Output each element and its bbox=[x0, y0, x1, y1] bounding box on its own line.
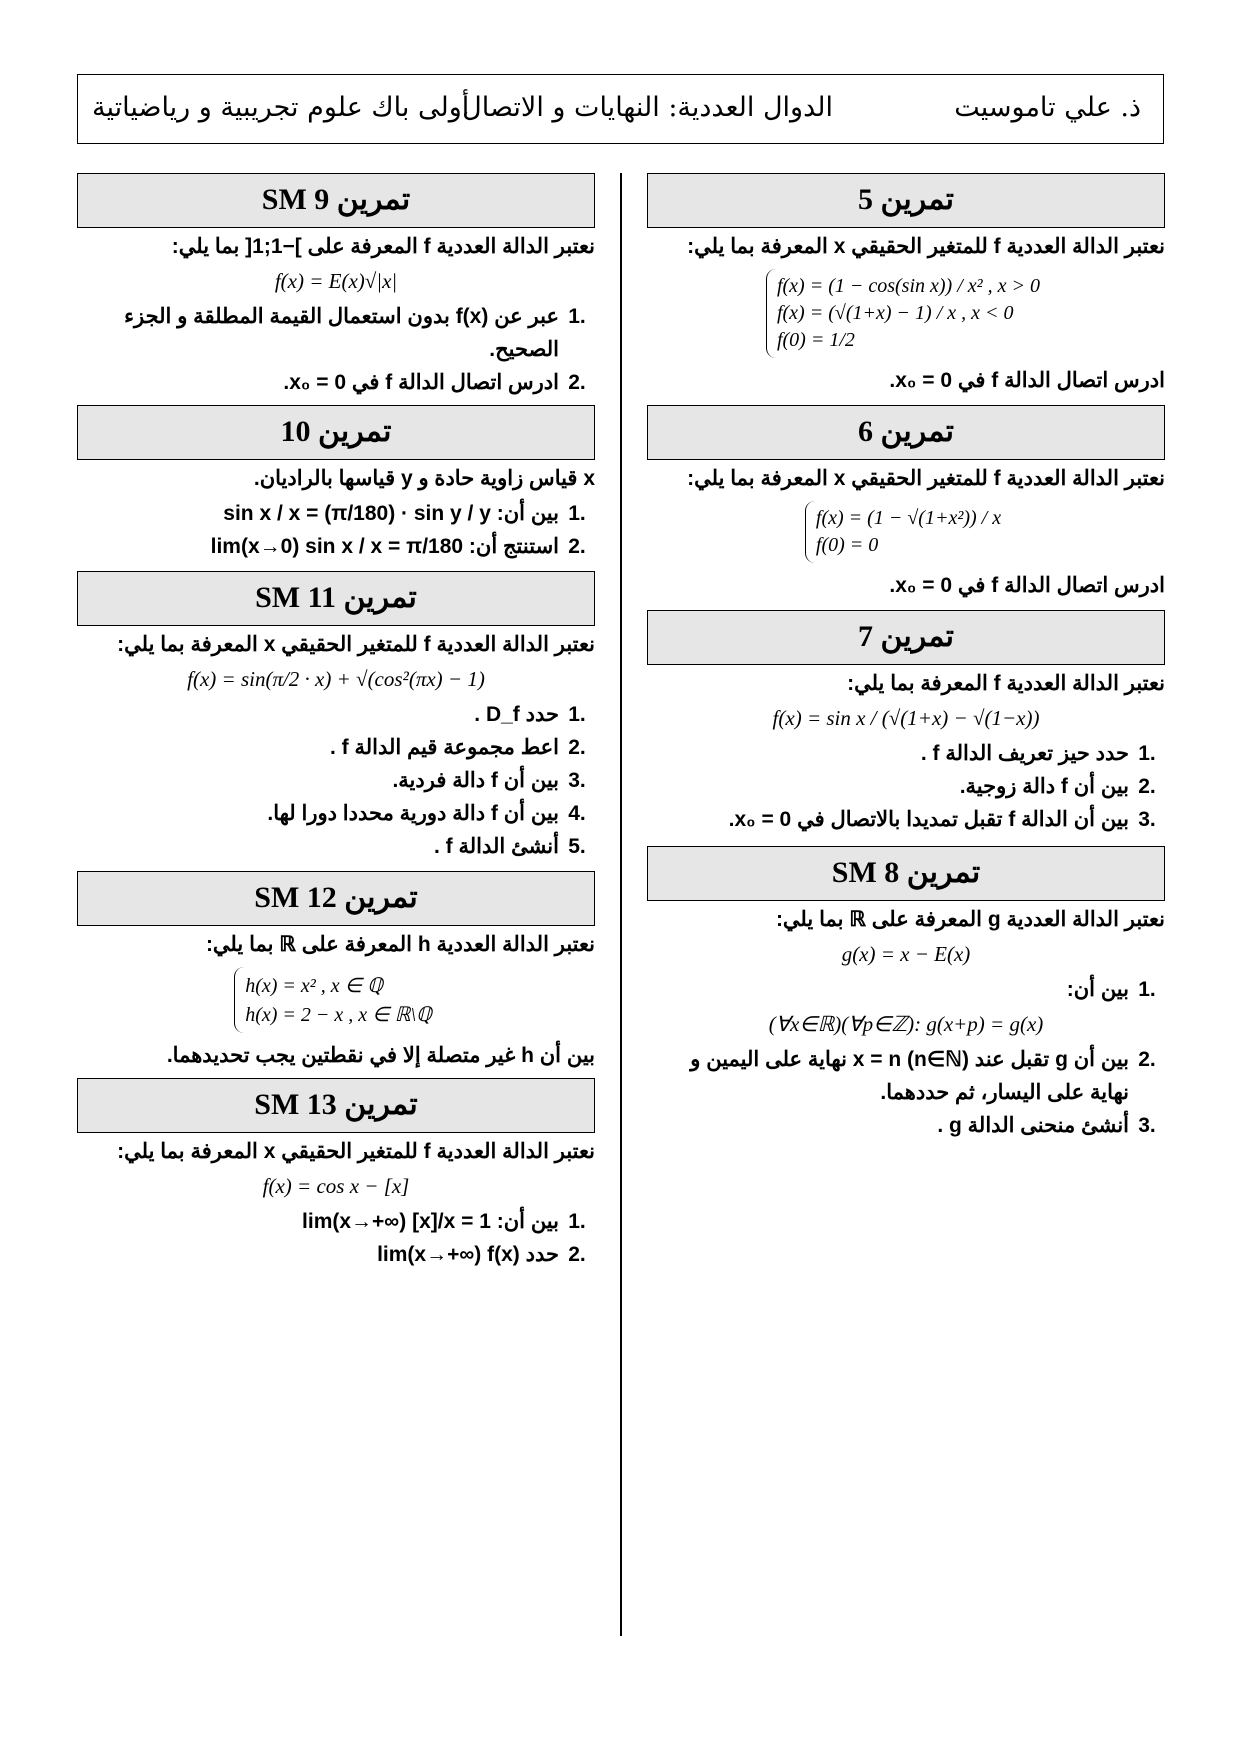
exercise-11-q2: اعط مجموعة قيم الدالة f . bbox=[330, 736, 559, 759]
exercise-9-q2: ادرس اتصال الدالة f في x₀ = 0. bbox=[283, 371, 559, 394]
exercise-11-q4: بين أن f دالة دورية محددا دورا لها. bbox=[267, 802, 559, 825]
exercise-9-formula: f(x) = E(x)√|x| bbox=[274, 269, 398, 293]
exercise-11-item-1: 1. حدد D_f . bbox=[77, 698, 595, 731]
exercise-11-item-2: 2. اعط مجموعة قيم الدالة f . bbox=[77, 731, 595, 764]
exercise-11-q1: حدد D_f . bbox=[474, 703, 559, 726]
lesson-title: الدوال العددية: النهايات و الاتصال bbox=[462, 92, 833, 123]
level-label: أولى باك علوم تجريبية و رياضياتية bbox=[92, 92, 470, 123]
exercise-8-q2: بين أن g تقبل عند x = n (n∈ℕ) نهاية على اليمين و نهاية على اليسار، ثم حددهما. bbox=[690, 1048, 1129, 1104]
exercise-9-intro: نعتبر الدالة العددية f المعرفة على ]−1;1[ بما يلي: bbox=[171, 235, 595, 258]
exercise-9-q1: عبر عن f(x) بدون استعمال القيمة المطلقة و الجزء الصحيح. bbox=[124, 305, 559, 361]
exercise-11-intro: نعتبر الدالة العددية f للمتغير الحقيقي x المعرفة بما يلي: bbox=[117, 633, 595, 656]
exercise-12-case-2: h(x) = 2 − x , x ∈ ℝ\ℚ bbox=[245, 1004, 432, 1026]
exercise-10-title: تمرين 10 bbox=[77, 405, 595, 460]
exercise-10-item-1: 1. بين أن: sin x / x = (π/180) · sin y / y bbox=[77, 497, 595, 530]
exercise-12-system bbox=[77, 967, 595, 1033]
exercise-12-question: بين أن h غير متصلة إلا في نقطتين يجب تحديدهما. bbox=[166, 1044, 595, 1067]
exercise-9-item-1: 1. عبر عن f(x) بدون استعمال القيمة المطلقة و الجزء الصحيح. bbox=[77, 300, 595, 366]
exercise-7-q3: بين أن الدالة f تقبل تمديدا بالاتصال في x₀ = 0. bbox=[728, 808, 1129, 831]
exercise-7-q2: بين أن f دالة زوجية. bbox=[959, 775, 1129, 798]
exercise-6-case-2: f(0) = 0 bbox=[815, 534, 879, 556]
exercise-12-case-1: h(x) = x² , x ∈ ℚ bbox=[245, 975, 383, 997]
right-column bbox=[647, 173, 1165, 1142]
exercise-7-formula: f(x) = sin x / (√(1+x) − √(1−x)) bbox=[772, 706, 1040, 730]
exercise-6-intro: نعتبر الدالة العددية f للمتغير الحقيقي x المعرفة بما يلي: bbox=[687, 467, 1165, 490]
exercise-10-q2: استنتج أن: lim(x→0) sin x / x = π/180 bbox=[210, 535, 559, 558]
exercise-5-intro: نعتبر الدالة العددية f للمتغير الحقيقي x المعرفة بما يلي: bbox=[687, 235, 1165, 258]
exercise-6-title: تمرين 6 bbox=[647, 405, 1165, 460]
exercise-10-q1: بين أن: sin x / x = (π/180) · sin y / y bbox=[223, 502, 559, 525]
exercise-8-q1: بين أن: bbox=[1066, 978, 1129, 1001]
exercise-8-title: تمرين SM 8 bbox=[647, 846, 1165, 901]
column-divider bbox=[620, 173, 622, 1636]
exercise-13-formula: f(x) = cos x − [x] bbox=[262, 1174, 410, 1198]
exercise-13-title: تمرين SM 13 bbox=[77, 1078, 595, 1133]
exercise-11-title: تمرين SM 11 bbox=[77, 571, 595, 626]
exercise-8-item-3: 3. أنشئ منحنى الدالة g . bbox=[647, 1109, 1165, 1142]
exercise-11-formula: f(x) = sin(π/2 · x) + √(cos²(πx) − 1) bbox=[187, 667, 485, 691]
exercise-11-item-3: 3. بين أن f دالة فردية. bbox=[77, 764, 595, 797]
exercise-5-system bbox=[647, 269, 1165, 358]
exercise-6-case-1: f(x) = (1 − √(1+x²)) / x bbox=[815, 507, 1002, 529]
exercise-7-item-2: 2. بين أن f دالة زوجية. bbox=[647, 770, 1165, 803]
exercise-8-q3: أنشئ منحنى الدالة g . bbox=[937, 1114, 1129, 1137]
exercise-6-system bbox=[647, 501, 1165, 563]
exercise-13-item-1: 1. بين أن: lim(x→+∞) [x]/x = 1 bbox=[77, 1205, 595, 1238]
exercise-5-question: ادرس اتصال الدالة f في x₀ = 0. bbox=[889, 369, 1165, 392]
exercise-7-item-3: 3. بين أن الدالة f تقبل تمديدا بالاتصال في x₀ = 0. bbox=[647, 803, 1165, 836]
exercise-7-intro: نعتبر الدالة العددية f المعرفة بما يلي: bbox=[847, 672, 1165, 695]
exercise-13-q1: بين أن: lim(x→+∞) [x]/x = 1 bbox=[302, 1210, 559, 1233]
exercise-11-q5: أنشئ الدالة f . bbox=[433, 835, 559, 858]
page-header bbox=[77, 74, 1164, 144]
exercise-10-item-2: 2. استنتج أن: lim(x→0) sin x / x = π/180 bbox=[77, 530, 595, 563]
exercise-11-item-4: 4. بين أن f دالة دورية محددا دورا لها. bbox=[77, 797, 595, 830]
exercise-5-case-1: f(x) = (1 − cos(sin x)) / x² , x > 0 bbox=[776, 275, 1041, 297]
exercise-8-q1-formula: (∀x∈ℝ)(∀p∈ℤ): g(x+p) = g(x) bbox=[768, 1012, 1044, 1036]
exercise-11-q3: بين أن f دالة فردية. bbox=[392, 769, 559, 792]
exercise-11-item-5: 5. أنشئ الدالة f . bbox=[77, 830, 595, 863]
exercise-12-intro: نعتبر الدالة العددية h المعرفة على ℝ بما يلي: bbox=[205, 933, 595, 956]
teacher-name: ذ. علي تاموسيت bbox=[954, 92, 1141, 123]
exercise-10-intro: x قياس زاوية حادة و y قياسها بالراديان. bbox=[253, 467, 595, 490]
exercise-8-item-2: 2. بين أن g تقبل عند x = n (n∈ℕ) نهاية على اليمين و نهاية على اليسار، ثم حددهما. bbox=[647, 1043, 1165, 1109]
exercise-6-question: ادرس اتصال الدالة f في x₀ = 0. bbox=[889, 574, 1165, 597]
exercise-8-intro: نعتبر الدالة العددية g المعرفة على ℝ بما يلي: bbox=[775, 908, 1165, 931]
exercise-5-case-2: f(x) = (√(1+x) − 1) / x , x < 0 bbox=[776, 302, 1014, 324]
exercise-7-q1: حدد حيز تعريف الدالة f . bbox=[920, 742, 1129, 765]
exercise-8-item-1: 1. بين أن: bbox=[647, 973, 1165, 1006]
exercise-13-q2: حدد lim(x→+∞) f(x) bbox=[377, 1243, 559, 1266]
exercise-9-item-2: 2. ادرس اتصال الدالة f في x₀ = 0. bbox=[77, 366, 595, 399]
left-column bbox=[77, 173, 595, 1271]
exercise-5-case-3: f(0) = 1/2 bbox=[776, 329, 855, 351]
exercise-7-item-1: 1. حدد حيز تعريف الدالة f . bbox=[647, 737, 1165, 770]
exercise-7-title: تمرين 7 bbox=[647, 610, 1165, 665]
exercise-12-title: تمرين SM 12 bbox=[77, 871, 595, 926]
exercise-13-intro: نعتبر الدالة العددية f للمتغير الحقيقي x المعرفة بما يلي: bbox=[117, 1140, 595, 1163]
exercise-5-title: تمرين 5 bbox=[647, 173, 1165, 228]
exercise-13-item-2: 2. حدد lim(x→+∞) f(x) bbox=[77, 1238, 595, 1271]
exercise-8-formula: g(x) = x − E(x) bbox=[841, 942, 971, 966]
exercise-9-title: تمرين SM 9 bbox=[77, 173, 595, 228]
